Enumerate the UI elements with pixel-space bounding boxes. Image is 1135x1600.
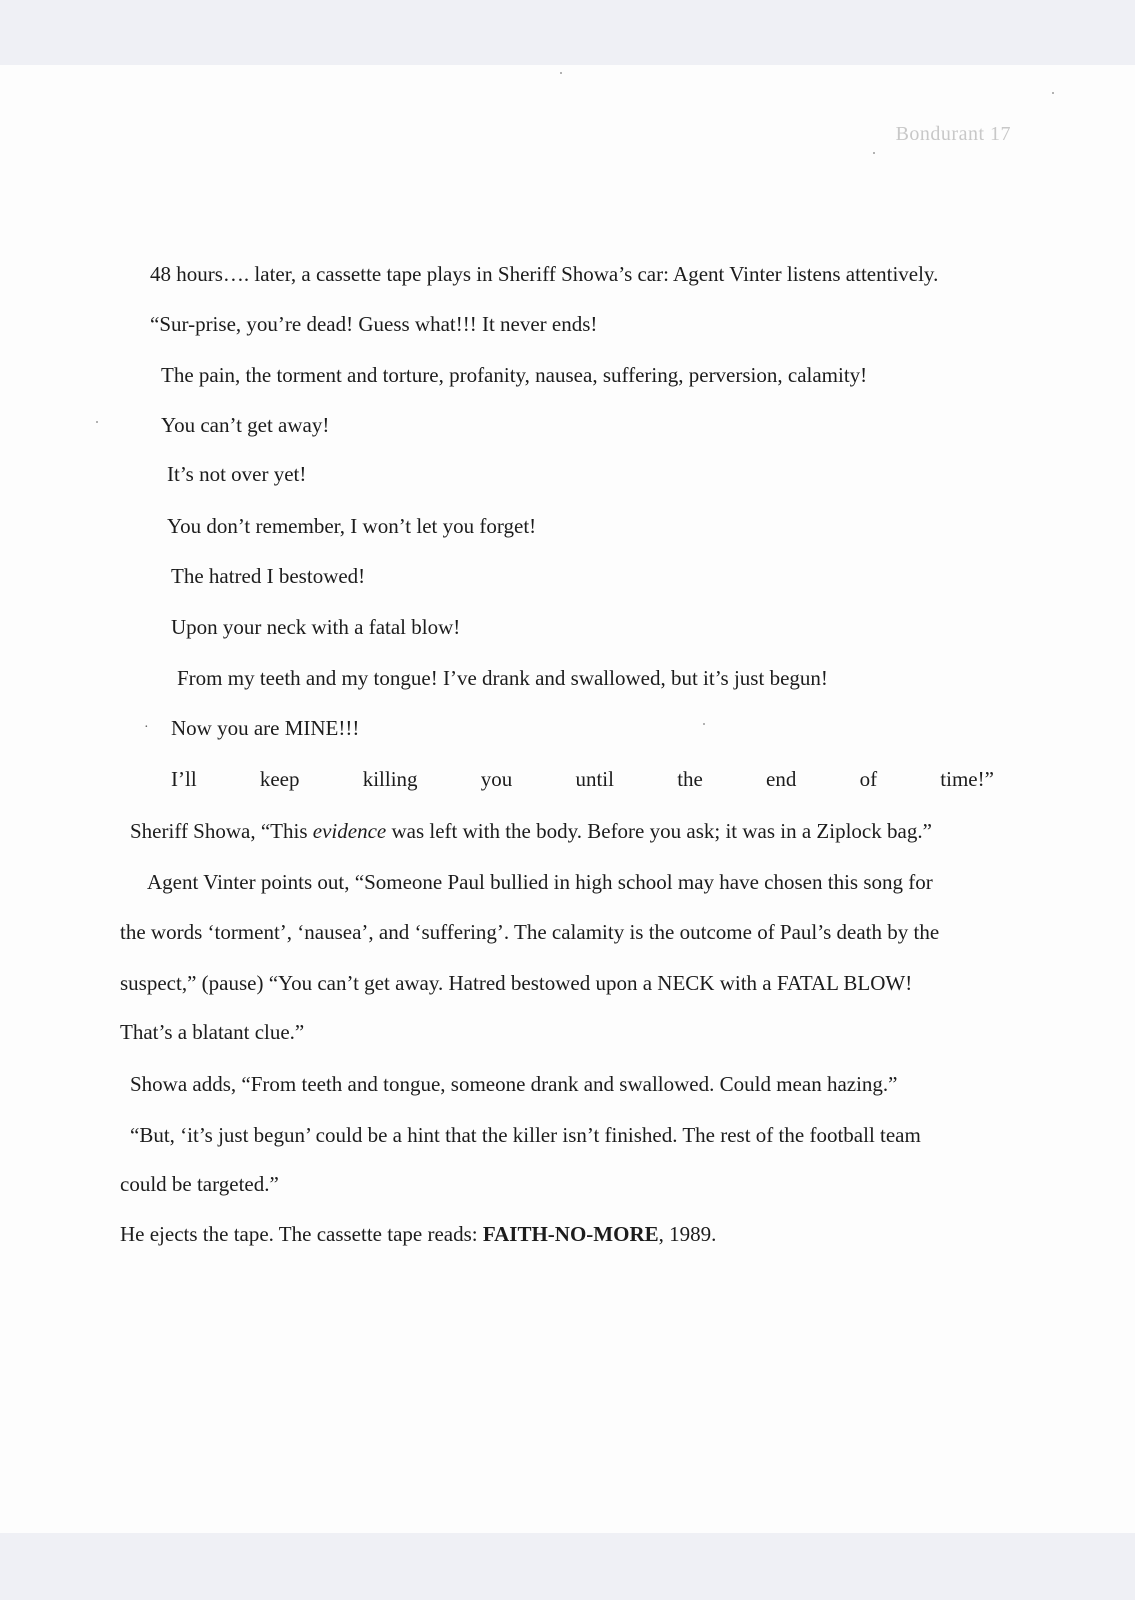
lyric-word: I’ll [171, 767, 197, 791]
text-run: Sheriff Showa, “This [130, 819, 313, 843]
lyric-line-3: You can’t get away! [161, 413, 330, 437]
lyric-word: of [859, 767, 878, 791]
document-page [0, 65, 1135, 1533]
text-run: was left with the body. Before you ask; it was in a Ziplock bag.” [386, 819, 932, 843]
scan-speck [703, 723, 705, 725]
running-header: Bondurant 17 [895, 123, 1011, 145]
text-run: He ejects the tape. The cassette tape reads: [120, 1222, 483, 1246]
emphasis-text: evidence [312, 819, 387, 843]
lyric-word: killing [362, 767, 418, 791]
lyric-line-4: It’s not over yet! [167, 462, 307, 486]
paragraph-line-4: the words ‘torment’, ‘nausea’, and ‘suffering’. The calamity is the outcome of Paul’s death by the [120, 920, 940, 944]
lyric-word: end [766, 767, 797, 791]
scan-speck [873, 152, 875, 154]
lyric-line-8: From my teeth and my tongue! I’ve drank and swallowed, but it’s just begun! [177, 666, 828, 690]
lyric-line-1: “Sur-prise, you’re dead! Guess what!!! It never ends! [150, 312, 598, 336]
paragraph-line-3: Agent Vinter points out, “Someone Paul bullied in high school may have chosen this song for [147, 870, 933, 894]
paragraph-line-9: could be targeted.” [120, 1172, 279, 1196]
lyric-word: keep [259, 767, 300, 791]
scan-speck [560, 72, 562, 74]
paragraph-line-2 [130, 818, 932, 844]
stray-mark: · [144, 720, 149, 735]
lyric-word: time!” [940, 767, 994, 791]
lyric-line-7: Upon your neck with a fatal blow! [171, 615, 461, 639]
lyric-line-9: Now you are MINE!!! [171, 716, 360, 740]
paragraph-line-8: “But, ‘it’s just begun’ could be a hint that the killer isn’t finished. The rest of the football team [130, 1123, 921, 1147]
lyric-word: you [480, 767, 513, 791]
lyric-line-10 [171, 766, 994, 792]
lyric-line-5: You don’t remember, I won’t let you forget! [167, 514, 537, 538]
paragraph-line-1: 48 hours…. later, a cassette tape plays in Sheriff Showa’s car: Agent Vinter listens attentively. [150, 262, 939, 286]
bold-title: FAITH-NO-MORE [482, 1222, 659, 1246]
scan-speck [96, 421, 98, 423]
lyric-word: until [575, 767, 614, 791]
paragraph-line-10 [120, 1221, 716, 1247]
text-run: , 1989. [658, 1222, 717, 1246]
lyric-line-2: The pain, the torment and torture, profanity, nausea, suffering, perversion, calamity! [161, 363, 868, 387]
paragraph-line-6: That’s a blatant clue.” [120, 1020, 305, 1044]
paragraph-line-7: Showa adds, “From teeth and tongue, someone drank and swallowed. Could mean hazing.” [130, 1072, 898, 1096]
lyric-line-6: The hatred I bestowed! [171, 564, 366, 588]
paragraph-line-5: suspect,” (pause) “You can’t get away. Hatred bestowed upon a NECK with a FATAL BLOW! [120, 971, 913, 995]
scan-speck [1052, 92, 1054, 94]
lyric-word: the [677, 767, 703, 791]
